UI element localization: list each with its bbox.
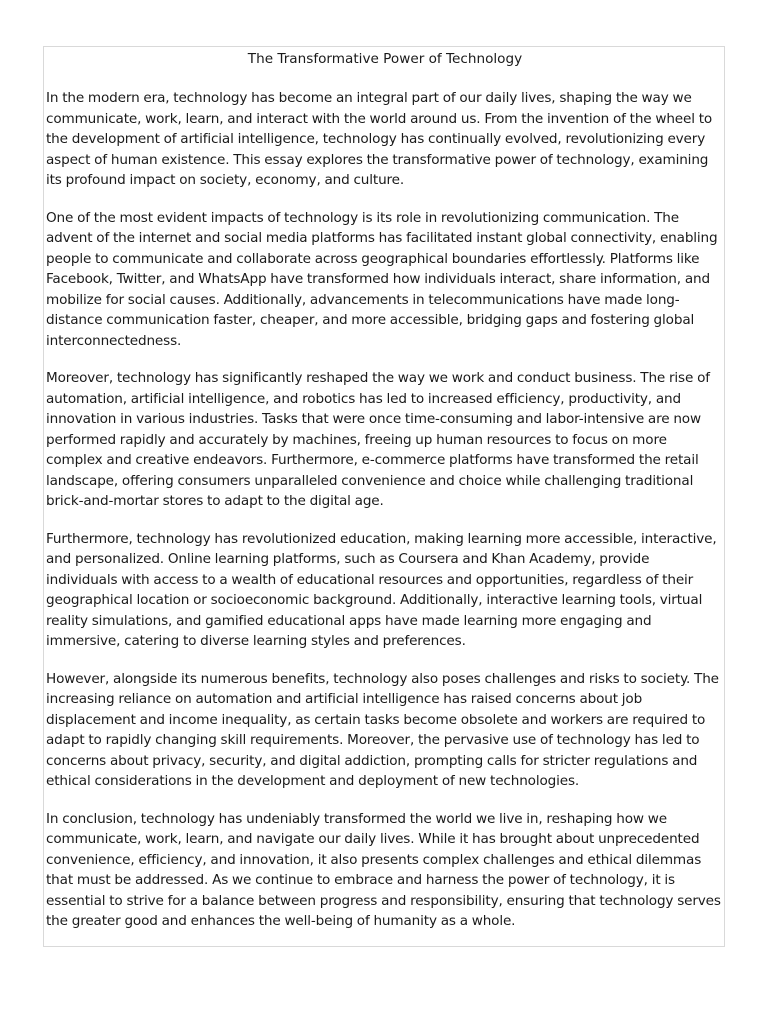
paragraph-introduction: In the modern era, technology has become an integral part of our daily lives, shaping the way we communicate, work, learn, and interact with the world around us. From the invention of the wheel to the development of artificial intelligence, technology has continually evolved, revolutionizing every aspect of human existence. This essay explores the transformative power of technology, examining its profound impact on society, economy, and culture. [46, 90, 713, 188]
paragraph-work-business: Moreover, technology has significantly reshaped the way we work and conduct business. The rise of automation, artificial intelligence, and robotics has led to increased efficiency, productivity, and innovation in various industries. Tasks that were once time-consuming and labor-intensive are now performed rapidly and accurately by machines, freeing up human resources to focus on more complex and creative endeavors. Furthermore, e-commerce platforms have transformed the retail landscape, offering consumers unparalleled convenience and choice while challenging traditional brick-and-mortar stores to adapt to the digital age. [46, 370, 710, 509]
paragraph-education: Furthermore, technology has revolutionized education, making learning more accessible, interactive, and personalized. Online learning platforms, such as Coursera and Khan Academy, provide individuals with access to a wealth of educational resources and opportunities, regardless of their geographical location or socioeconomic background. Additionally, interactive learning tools, virtual reality simulations, and gamified educational apps have made learning more engaging and immersive, catering to diverse learning styles and preferences. [46, 530, 717, 649]
paragraph-communication: One of the most evident impacts of technology is its role in revolutionizing communication. The advent of the internet and social media platforms has facilitated instant global connectivity, enabling people to communicate and collaborate across geographical boundaries effortlessly. Platforms like Facebook, Twitter, and WhatsApp have transformed how individuals interact, share information, and mobilize for social causes. Additionally, advancements in telecommunications have made long-distance communication faster, cheaper, and more accessible, bridging gaps and fostering global interconnectedness. [46, 209, 718, 349]
paragraph-conclusion: In conclusion, technology has undeniably transformed the world we live in, reshaping how we communicate, work, learn, and navigate our daily lives. While it has brought about unprecedented convenience, efficiency, and innovation, it also presents complex challenges and ethical dilemmas that must be addressed. As we continue to embrace and harness the power of technology, it is essential to strive for a balance between progress and responsibility, ensuring that technology serves the greater good and enhances the well-being of humanity as a whole. [46, 810, 721, 929]
document-title: The Transformative Power of Technology [247, 51, 523, 67]
document-page [43, 46, 725, 947]
paragraph-challenges: However, alongside its numerous benefits, technology also poses challenges and risks to society. The increasing reliance on automation and artificial intelligence has raised concerns about job displacement and income inequality, as certain tasks become obsolete and workers are required to adapt to rapidly changing skill requirements. Moreover, the pervasive use of technology has led to concerns about privacy, security, and digital addiction, prompting calls for stricter regulations and ethical considerations in the development and deployment of new technologies. [46, 670, 719, 789]
